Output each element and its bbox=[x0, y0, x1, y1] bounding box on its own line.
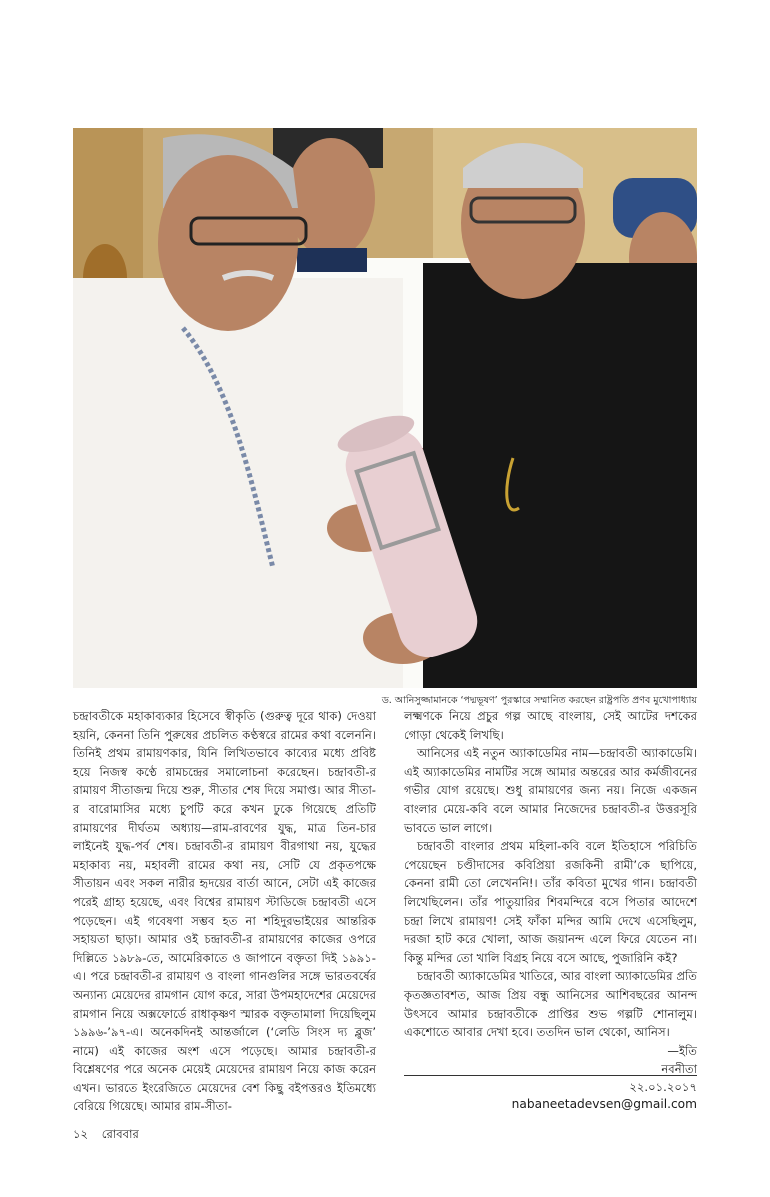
article-paragraph: লক্ষ্মণকে নিয়ে প্রচুর গল্প আছে বাংলায়, সেই আটের দশকের গোড়া থেকেই লিখছি। bbox=[404, 709, 697, 742]
page-number: ১২ bbox=[73, 1127, 89, 1141]
article-paragraph: চন্দ্রাবতী বাংলার প্রথম মহিলা-কবি বলে ইতিহাসে পরিচিতি পেয়েছেন চণ্ডীদাসের কবিপ্রিয়া রজকিনী রামী’কে ছাপিয়ে, কেননা রামী তো লেখেননি!। তাঁর কবিতা মুখের গান। চন্দ্রাবতী লিখেছিলেন। তাঁর পাতুয়ারির শিবমন্দিরে বসে পিতার আদেশে চন্দ্রা লিখে রামায়ণ! সেই ফাঁকা মন্দির আমি দেখে এসেছিলুম, দরজা হাট করে খোলা, আজ জয়ানন্দ এলে ফিরে যেতেন না। কিন্তু মন্দির তো খালি বিগ্রহ নিয়ে বসে আছে, পুজারিনি কই? bbox=[404, 839, 697, 965]
author-email-link[interactable]: nabaneetadevsen@gmail.com bbox=[511, 1097, 697, 1111]
photo-caption: ড. আনিসুজ্জামানকে ‘পদ্মভূষণ’ পুরস্কারে সম্মানিত করছেন রাষ্ট্রপতি প্রণব মুখোপাধ্যায় bbox=[381, 695, 697, 706]
article-paragraph: চন্দ্রাবতী অ্যাকাডেমির খাতিরে, আর বাংলা অ্যাকাডেমির প্রতি কৃতজ্ঞতাবশত, আজ প্রিয় বন্ধু আনিসের আশিবছরের আনন্দ উৎসবে আমার চন্দ্রাবতীকে প্রাপ্তির শুভ গল্পটি শোনালুম। একশোতে আবার দেখা হবে। ততদিন ভাল থেকো, আনিস। bbox=[404, 969, 697, 1040]
article-paragraph: চন্দ্রাবতীকে মহাকাব্যকার হিসেবে স্বীকৃতি (গুরুত্ব দূরে থাক) দেওয়া হয়নি, কেননা তিনি পুরুষের প্রচলিত কণ্ঠস্বরে রামের কথা বলেননি। তিনিই প্রথম রামায়ণকার, যিনি লিখিতভাবে কাব্যের মধ্যে প্রবিষ্ট হয়ে নিজস্ব কণ্ঠে রামচন্দ্রের সমালোচনা করেছেন। চন্দ্রাবতী-র রামায়ণ সীতাজন্ম দিয়ে শুরু, সীতার শেষ দিয়ে সমাপ্ত। আর সীতা-র বারোমাসির মধ্যে চুপটি করে কখন ঢুকে গিয়েছে প্রতিটি রামায়ণের দীর্ঘতম অধ্যায়—রাম-রাবণের যুদ্ধ, মাত্র তিন-চার লাইনেই যুদ্ধ-পর্ব শেষ। চন্দ্রাবতী-র রামায়ণ বীরগাথা নয়, যুদ্ধের মহাকাব্য নয়, মহাবলী রামের কথা নয়, সেটি যে প্রকৃতপক্ষে সীতায়ন এবং সকল নারীর হৃদয়ের বার্তা আনে, সেটা এই কাজের পরেই গ্রাহ্য হয়েছে, এবং বিশ্বের রামায়ণ স্টাডিজে চন্দ্রাবতী এসে পড়েছেন। এই গবেষণা সম্ভব হত না শহিদুরভাইয়ের আন্তরিক সহায়তা ছাড়া। আমার ওই চন্দ্রাবতী-র রামায়ণের কাজের ওপরে দিল্লিতে ১৯৮৯-তে, আমেরিকাতে ও জাপানে বক্তৃতা দিই ১৯৯১-এ। পরে চন্দ্রাবতী-র রামায়ণ ও বাংলা গানগুলির সঙ্গে ভারতবর্ষের অন্যান্য মেয়েদের রামগান যোগ করে, সারা উপমহাদেশের মেয়েদের রামগান নিয়ে অক্সফোর্ডে রাধাকৃষ্ণণ স্মারক বক্তৃতামালা দিয়েছিলুম ১৯৯৬-’৯৭-এ। অনেকদিনই আন্তর্জালে (‘লেডি সিংস দ্য ব্লুজ’ নামে) এই কাজের অংশ এসে পড়েছে। আমার চন্দ্রাবতী-র বিশ্লেষণের পরে অনেক মেয়েই মেয়েদের রামায়ণ নিয়ে কাজ করেন এখন। ভারতে ইংরেজিতে মেয়েদের বেশ কিছু বইপত্তরও ইতিমধ্যে বেরিয়ে গিয়েছে। আমার রাম-সীতা- bbox=[73, 709, 376, 1114]
closing-text: —ইতি bbox=[667, 1043, 697, 1058]
page-footer bbox=[73, 1126, 139, 1142]
signature-divider bbox=[404, 1075, 697, 1076]
article-date: ২২.০১.২০১৭ bbox=[629, 1080, 697, 1094]
author-signature: নবনীতা bbox=[661, 1062, 697, 1077]
section-name: রোববার bbox=[101, 1127, 139, 1141]
award-photo bbox=[73, 128, 697, 688]
article-right-column bbox=[404, 707, 697, 1079]
article-left-column bbox=[73, 707, 376, 1116]
article-paragraph: আনিসের এই নতুন অ্যাকাডেমির নাম—চন্দ্রাবতী অ্যাকাডেমি। এই অ্যাকাডেমির নামটির সঙ্গে আমার অন্তরের আর কর্মজীবনের গভীর যোগ রয়েছে। শুধু রামায়ণের জন্য নয়। নিজে একজন বাংলার মেয়ে-কবি বলে আমার নিজেদের চন্দ্রাবতী-র উত্তরসূরি ভাবতে ভাল লাগে। bbox=[404, 746, 697, 835]
award-photo-illustration bbox=[73, 128, 697, 688]
